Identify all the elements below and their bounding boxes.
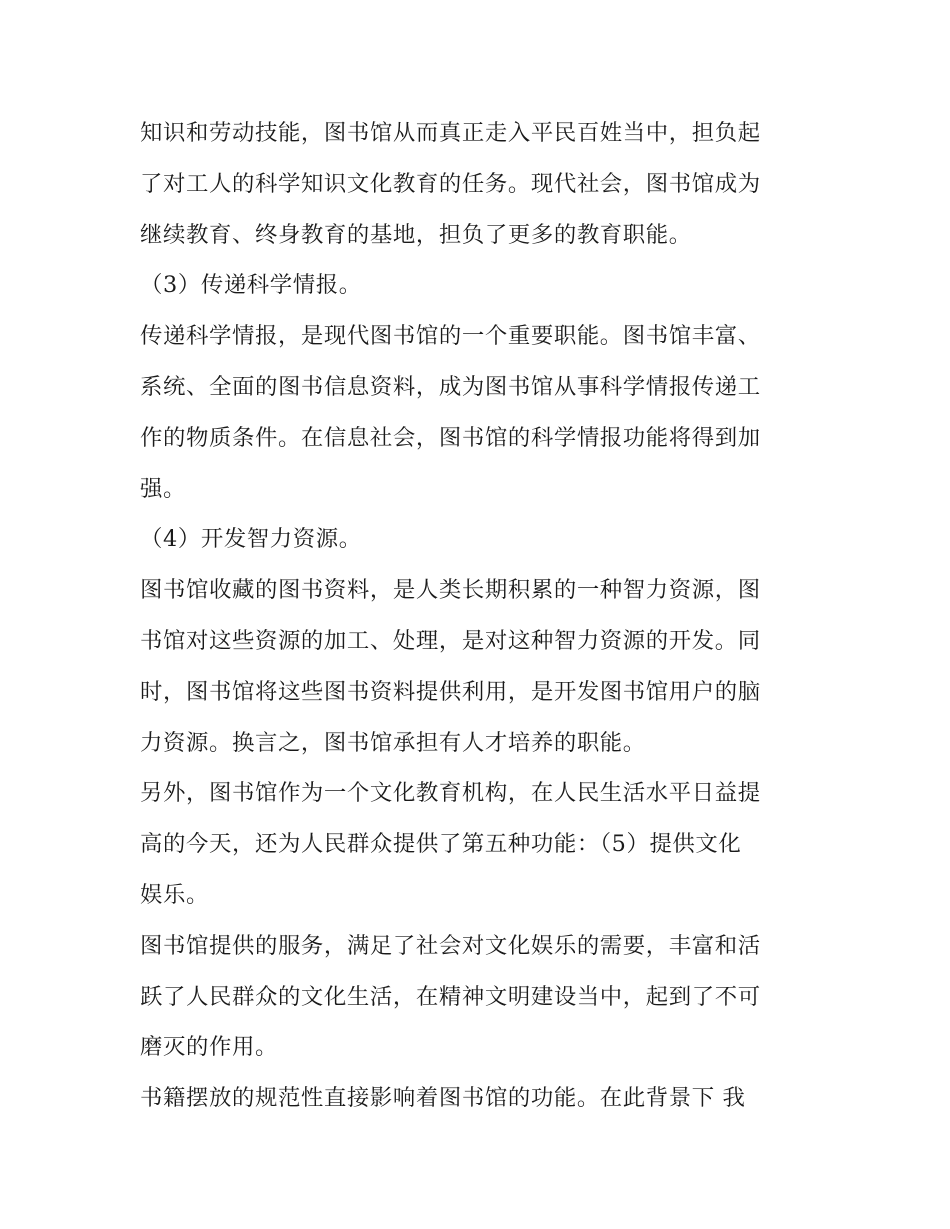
section-heading: （3）传递科学情报。 <box>140 272 362 299</box>
text-line: 书馆对这些资源的加工、处理，是对这种智力资源的开发。同 <box>140 627 761 654</box>
text-line: 书籍摆放的规范性直接影响着图书馆的功能。在此背景下 我 <box>140 1085 746 1112</box>
text-line: 知识和劳动技能，图书馆从而真正走入平民百姓当中，担负起 <box>140 120 761 146</box>
text-line: 娱乐。 <box>140 881 209 908</box>
section-heading: （4）开发智力资源。 <box>140 526 362 553</box>
text-line: 继续教育、终身教育的基地，担负了更多的教育职能。 <box>140 221 692 248</box>
text-line: 另外，图书馆作为一个文化教育机构，在人民生活水平日益提 <box>140 780 761 807</box>
text-line: 力资源。换言之，图书馆承担有人才培养的职能。 <box>140 729 646 756</box>
text-line: 强。 <box>140 475 186 502</box>
text-line: 了对工人的科学知识文化教育的任务。现代社会，图书馆成为 <box>140 170 761 197</box>
text-line: 磨灭的作用。 <box>140 1034 278 1061</box>
text-line: 时，图书馆将这些图书资料提供利用，是开发图书馆用户的脑 <box>140 678 761 705</box>
text-line: 作的物质条件。在信息社会，图书馆的科学情报功能将得到加 <box>140 424 761 451</box>
document-page <box>140 108 820 1124</box>
text-line: 跃了人民群众的文化生活，在精神文明建设当中，起到了不可 <box>140 983 761 1010</box>
text-line: 传递科学情报，是现代图书馆的一个重要职能。图书馆丰富、 <box>140 323 761 350</box>
text-line: 系统、全面的图书信息资料，成为图书馆从事科学情报传递工 <box>140 373 761 400</box>
text-line: 图书馆收藏的图书资料，是人类长期积累的一种智力资源，图 <box>140 577 761 604</box>
text-line: 图书馆提供的服务，满足了社会对文化娱乐的需要，丰富和活 <box>140 932 761 959</box>
text-line: 高的今天，还为人民群众提供了第五种功能：（5）提供文化 <box>140 831 742 858</box>
